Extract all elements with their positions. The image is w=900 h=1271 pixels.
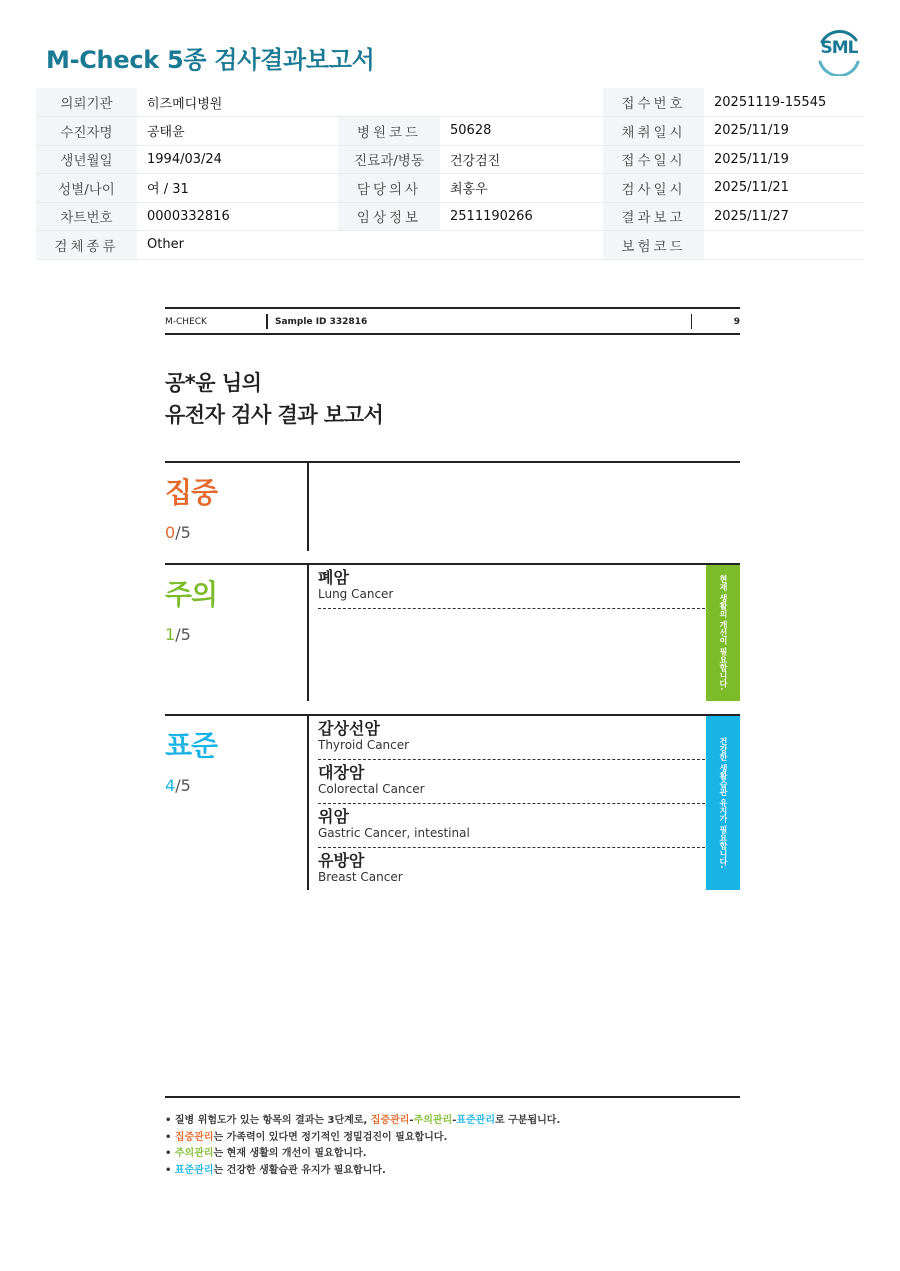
- info-row: [36, 174, 864, 203]
- report-title: M-Check 5종 검사결과보고서: [46, 46, 375, 74]
- section-count: [165, 523, 191, 542]
- info-label: 보험코드: [603, 231, 704, 260]
- info-row: [36, 88, 864, 117]
- info-label: 담당의사: [338, 174, 440, 203]
- info-value: 2025/11/19: [704, 145, 864, 174]
- section-label: 집중: [165, 476, 218, 509]
- note-text: 는 건강한 생활습관 유지가 필요합니다.: [213, 1164, 386, 1176]
- list-item: [318, 760, 705, 804]
- info-value: 2025/11/21: [704, 174, 864, 203]
- list-item: [318, 848, 705, 892]
- logo-text: SML: [820, 38, 858, 58]
- list-item: [318, 804, 705, 848]
- note-text: 는 현재 생활의 개선이 필요합니다.: [213, 1148, 367, 1159]
- info-value: 여 / 31: [137, 174, 338, 203]
- item-list: [318, 716, 705, 892]
- sml-logo: [814, 28, 864, 76]
- list-item: [318, 565, 705, 609]
- item-name-en: Lung Cancer: [318, 587, 394, 601]
- info-value: 20251119-15545: [704, 88, 864, 117]
- standard-side-bar: 건강한 생활습관 유지가 필요합니다.: [706, 716, 740, 890]
- note-text: 는 가족력이 있다면 정기적인 정밀검진이 필요합니다.: [213, 1131, 448, 1143]
- info-value: 2025/11/27: [704, 202, 864, 231]
- info-label: 성별/나이: [36, 174, 137, 203]
- section-focus: [165, 461, 740, 551]
- section-standard: [165, 714, 740, 890]
- info-label: 병원코드: [338, 117, 440, 146]
- note-text: 질병 위험도가 있는 항목의 결과는 3단계로,: [174, 1115, 371, 1126]
- note-text: 로 구분됩니다.: [495, 1115, 561, 1126]
- item-name-ko: 폐암: [318, 568, 349, 587]
- info-value: 2511190266: [440, 202, 603, 231]
- brand-label: M-CHECK: [165, 317, 207, 327]
- section-count: [165, 776, 191, 795]
- section-divider: [307, 463, 309, 551]
- info-row: [36, 117, 864, 146]
- note-standard: 표준관리: [174, 1164, 214, 1176]
- patient-info-table: [36, 88, 864, 260]
- patient-name-line: 공*윤 님의: [165, 371, 262, 395]
- note-focus: 집중관리: [370, 1115, 410, 1126]
- info-label: 채취일시: [603, 117, 704, 146]
- info-label: 접수일시: [603, 145, 704, 174]
- info-label: 접수번호: [603, 88, 704, 117]
- info-label: 차트번호: [36, 202, 137, 231]
- page-number: 9: [733, 317, 740, 327]
- note-line: [165, 1146, 560, 1163]
- info-value: Other: [137, 231, 603, 260]
- count-total: /5: [175, 523, 191, 542]
- item-name-ko: 유방암: [318, 851, 365, 870]
- info-label: 수진자명: [36, 117, 137, 146]
- note-dash: -: [409, 1115, 414, 1126]
- note-line: [165, 1113, 560, 1130]
- info-value: 공태윤: [137, 117, 338, 146]
- list-item: [318, 716, 705, 760]
- count-value: 4: [165, 776, 176, 795]
- note-focus: 집중관리: [174, 1131, 214, 1143]
- info-label: 검체종류: [36, 231, 137, 260]
- footer-notes: [165, 1113, 560, 1179]
- note-line: [165, 1163, 560, 1180]
- item-name-en: Thyroid Cancer: [318, 738, 410, 752]
- divider: [266, 314, 268, 329]
- sample-id: Sample ID 332816: [275, 317, 368, 327]
- count-value: 1: [165, 625, 176, 644]
- info-label: 생년월일: [36, 145, 137, 174]
- info-value: 건강검진: [440, 145, 603, 174]
- section-label: 주의: [165, 578, 218, 611]
- section-divider: [307, 565, 309, 701]
- item-name-en: Colorectal Cancer: [318, 782, 425, 796]
- item-name-ko: 갑상선암: [318, 719, 380, 738]
- section-divider: [307, 716, 309, 890]
- info-value: 0000332816: [137, 202, 338, 231]
- report-subtitle: 유전자 검사 결과 보고서: [165, 403, 384, 427]
- info-row: [36, 145, 864, 174]
- info-value: 50628: [440, 117, 603, 146]
- note-standard: 표준관리: [456, 1115, 495, 1126]
- note-dash: -: [452, 1115, 457, 1126]
- section-count: [165, 625, 191, 644]
- caution-side-bar: 현재 생활의 개선이 필요합니다.: [706, 565, 740, 701]
- section-label: 표준: [165, 729, 218, 762]
- note-caution: 주의관리: [174, 1148, 214, 1159]
- info-label: 임상정보: [338, 202, 440, 231]
- info-value: 최홍우: [440, 174, 603, 203]
- info-value: [704, 231, 864, 260]
- count-total: /5: [175, 776, 191, 795]
- count-total: /5: [175, 625, 191, 644]
- info-label: 검사일시: [603, 174, 704, 203]
- item-name-ko: 대장암: [318, 763, 365, 782]
- bullet: •: [165, 1164, 172, 1176]
- item-name-en: Breast Cancer: [318, 870, 403, 884]
- info-value: 2025/11/19: [704, 117, 864, 146]
- note-caution: 주의관리: [413, 1115, 453, 1126]
- count-value: 0: [165, 523, 176, 542]
- bullet: •: [165, 1148, 172, 1159]
- section-caution: [165, 563, 740, 701]
- info-value: 히즈메디병원: [137, 88, 603, 117]
- info-label: 의뢰기관: [36, 88, 137, 117]
- bullet: •: [165, 1115, 172, 1126]
- report-topbar: [165, 307, 740, 335]
- divider: [691, 314, 692, 329]
- info-label: 진료과/병동: [338, 145, 440, 174]
- info-row: [36, 202, 864, 231]
- item-name-en: Gastric Cancer, intestinal: [318, 826, 470, 840]
- bullet: •: [165, 1131, 172, 1143]
- note-line: [165, 1130, 560, 1147]
- info-row: [36, 231, 864, 260]
- footer-divider: [165, 1096, 740, 1098]
- info-value: 1994/03/24: [137, 145, 338, 174]
- info-label: 결과보고: [603, 202, 704, 231]
- item-list: [318, 565, 705, 609]
- item-name-ko: 위암: [318, 807, 349, 826]
